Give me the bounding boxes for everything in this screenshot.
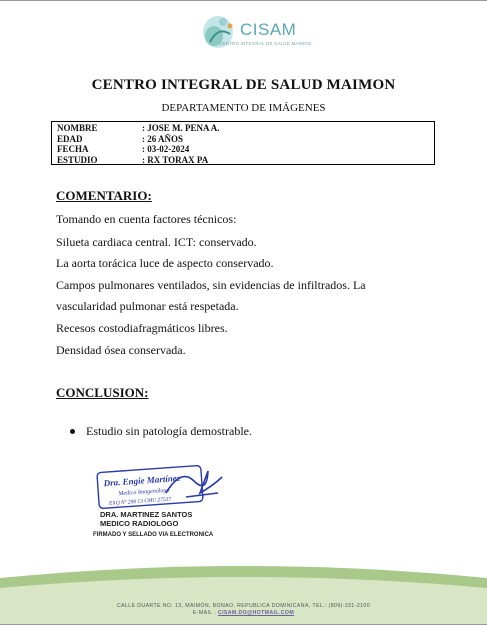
logo-wordmark: CISAM [240,20,297,39]
comment-line: Tomando en cuenta factores técnicos: [56,212,237,226]
patient-info-box [51,121,435,165]
patient-value: : JOSE M. PENA A. [142,123,220,133]
comment-line: Campos pulmonares ventilados, sin evidencias de infiltrados. La [56,278,366,292]
logo-subtext: CENTRO INTEGRAL DE SALUD MAIMON [219,41,312,46]
patient-row-study [57,155,434,166]
patient-label: EDAD [57,133,83,144]
stamp-license-text: EXQ Nº 298 13 CMC 27537 [108,496,172,507]
comment-heading: COMENTARIO: [56,188,152,203]
conclusion-heading: CONCLUSION: [56,385,149,400]
bullet-icon [70,429,75,434]
conclusion-item [70,424,252,439]
footer-address: CALLE DUARTE NO. 13, MAIMÓN, BONAO, REPUBLICA DOMINICANA, TEL.: (809)-331-2100 [117,603,370,609]
doctor-name: DRA. MARTINEZ SANTOS [100,510,193,519]
footer-email-line [0,610,487,616]
report-title: CENTRO INTEGRAL DE SALUD MAIMON [91,77,396,93]
comment-line: Recesos costodiafragmáticos libres. [56,321,228,335]
stamp-title-text: Medico Imagenólogo [118,487,170,498]
page-top-border [0,0,487,1]
signature-stamp [96,463,226,509]
patient-label: NOMBRE [57,123,98,133]
patient-value: : 03-02-2024 [142,144,190,154]
patient-row-date [57,144,434,155]
patient-label: ESTUDIO [57,154,98,165]
comment-line: Silueta cardiaca central. ICT: conservado. [56,235,257,249]
footer-email-label: E-MAIL : [192,610,218,616]
footer-email-link[interactable]: CISAM.DO@HOTMAIL.COM [217,610,295,616]
comment-line: La aorta torácica luce de aspecto conservado. [56,256,274,270]
page-bottom-border [0,624,487,625]
conclusion-text: Estudio sin patología demostrable. [86,424,252,438]
comment-line: vascularidad pulmonar está respetada. [56,299,239,313]
doctor-title: MEDICO RADIOLOGO [100,519,179,528]
stamp-name-text: Dra. Engie Martínez [103,472,181,489]
patient-row-name [57,123,434,134]
patient-label: FECHA [57,144,89,154]
signature-note: FIRMADO Y SELLADO VIA ELECTRONICA [93,532,214,538]
patient-value: : RX TORAX PA [142,154,209,165]
comment-line: Densidad ósea conservada. [56,343,186,357]
patient-row-age [57,134,434,145]
department-name: DEPARTAMENTO DE IMÁGENES [161,102,326,114]
patient-value: : 26 AÑOS [142,133,184,144]
